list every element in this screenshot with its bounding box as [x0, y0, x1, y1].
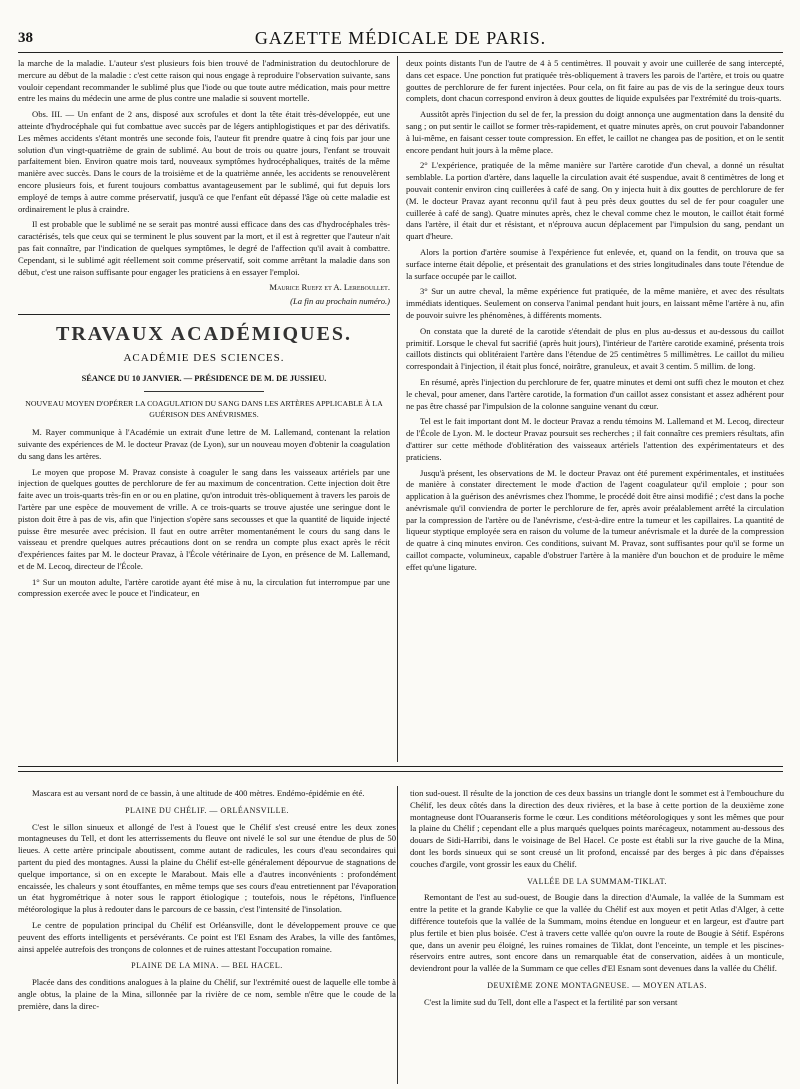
page-header: [18, 22, 783, 53]
subheading: DEUXIÈME ZONE MONTAGNEUSE. — MOYEN ATLAS.: [487, 980, 707, 990]
paragraph: Le moyen que propose M. Pravaz consiste à coaguler le sang dans les vaisseaux artériels par une injection de quelques gouttes de perchlorure de fer au maximum de concentration. Cette injection doit être faite avec un trois-quarts très-fin en or ou en platine, qu'on introduit très-obliquement à travers les parois de l'artère par une espèce de mouvement de vrille. A ce trois-quarts se trouve ajustée une seringue dont le piston doit être à pas de vis, afin que l'injection s'opère sans secousses et que la quantité de liquide injecté puisse être mesurée avec précision. Il faut en outre arrêter momentanément le cours du sang dans le vaisseau et prendre quelques autres précautions dont on se rendra un compte plus exact après le récit d'expériences faites par M. le docteur Pravaz, à l'École vétérinaire de Lyon, en présence de M. Lallemand, et de M. Lecoq, directeur de l'École.: [18, 466, 390, 571]
column-1: [18, 58, 390, 758]
paragraph: Aussitôt après l'injection du sel de fer, la pression du doigt annonça une augmentation dans la densité du sang ; on put sentir le caillot se former très-rapidement, et quatre minutes après, on crut pouvoir l'abandonner à lui-même, en faisant cesser toute compression. En effet, le caillot ne changea pas de position, et on le sentit encore pendant huit jours à la même place.: [406, 109, 784, 155]
page-number: 38: [18, 30, 33, 46]
article-rubric: NOUVEAU MOYEN D'OPÉRER LA COAGULATION DU SANG DANS LES ARTÈRES APPLICABLE À LA GUÉRISON DES ANÉVRISMES.: [25, 398, 383, 420]
column-divider: [397, 56, 398, 762]
paragraph: On constata que la dureté de la carotide s'étendait de plus en plus au-dessus et au-dessous du caillot primitif. Lorsque le cheval fut sacrifié (après huit jours), l'intérieur de l'artère carotide examiné, présenta trois caillots distincts qui oblitéraient l'artère dans l'étendue de 25 centimètres 5 millimètres. Le caillot du milieu correspondait à l'injection, il était plus foncé, noirâtre, granuleux, et avait 3 centim. 5 millim. de long.: [406, 325, 784, 372]
paragraph: Placée dans des conditions analogues à la plaine du Chélif, sur l'extrémité ouest de laquelle elle tombe à angle obtus, la plaine de la Mina, sillonnée par la rivière de ce nom, semble n'être que le coude de la première, dans la direc-: [18, 977, 396, 1011]
feuilleton-rule: [18, 771, 783, 772]
paragraph: C'est la limite sud du Tell, dont elle a l'aspect et la fertilité par son versant: [424, 996, 678, 1007]
running-title: GAZETTE MÉDICALE DE PARIS.: [254, 28, 547, 48]
paragraph: Le centre de population principal du Chélif est Orléansville, dont le développement prouve ce que peuvent des efforts intelligents et persévérants. Ce point est l'El Esnam des Arabes, la ville des fantômes, ainsi appelée autrefois des tronçons de colonnes et de ruines attestant l'occupation romaine.: [18, 919, 396, 954]
column-3: [18, 788, 396, 1083]
paragraph: Tel est le fait important dont M. le docteur Pravaz a rendu témoins M. Lallemand et M. Lecoq, directeur de l'École de Lyon. M. le docteur Pravaz poursuit ses recherches ; il fait connaître ces premiers résultats, afin d'attirer sur cette méthode d'oblitération des vaisseaux artériels l'attention des expérimentateurs et des praticiens.: [406, 416, 784, 462]
paragraph: Jusqu'à présent, les observations de M. le docteur Pravaz ont été purement expérimentales, et instituées de manière à constater directement le mode d'action de l'agent coagulateur qu'il emploie ; pour son application à la guérison des anévrismes chez l'homme, le procédé doit être ainsi modifié ; c'est dans la poche anévrismale qu'il conviendra de porter le perchlorure de fer, après avoir préalablement arrêté la circulation par la compression de l'artère ou de l'anévrisme, c'est-à-dire entre la tumeur et les capillaires. La quantité de liqueur styptique employée sera en raison du volume de la tumeur anévrismale et la durée de la compression de quatre à cinq minutes environ. Ces conditions, suivant M. Pravaz, sont suffisantes pour qu'il se forme un caillot compacte, volumineux, capable d'obstruer l'artère à la manière d'un bouchon et de produire le même effet qu'une ligature.: [406, 467, 784, 572]
column-4: [410, 788, 784, 1083]
author-signature: Maurice Ruefz et A. Lereboullet.: [269, 282, 390, 293]
paragraph: deux points distants l'un de l'autre de 4 à 5 centimètres. Il pouvait y avoir une cuillerée de sang intercepté, dans cet espace. Une ponction fut pratiquée très-obliquement à travers les parois de l'artère, et trois ou quatre gouttes de perchlorure de fer furent injectées. Pour cela, on fit faire au pas de vis de la seringue deux tours complets, dont chacun correspond environ à deux gouttes de liquide expulsées par l'extrémité du trois-quarts.: [406, 58, 784, 104]
section-title: TRAVAUX ACADÉMIQUES.: [56, 322, 352, 345]
paragraph: C'est le sillon sinueux et allongé de l'est à l'ouest que le Chélif s'est creusé entre les deux zones montagneuses du Tell, et dont les atterrissements du fleuve ont nivelé le sol sur une étendue de plus de 50 lieues. A cette artère principale aboutissent, comme autant de radicules, les cours d'eau secondaires qui partent du pied des montagnes. Aussi la plaine du Chélif est-elle généralement dépourvue de stagnations de quelque importance, si on en excepte le Marabout. Mais elle a d'autres inconvénients : profondément encaissée, les chaleurs y sont étouffantes, en même temps que ses cours d'eau entretiennent par l'évaporation un état hygrométrique à noter sous le rapport étiologique ; toutefois, nous le répétons, l'influence météorologique la plus à redouter dans le parcours de ce bassin, c'est l'intensité de l'insolation.: [18, 821, 396, 915]
paragraph: 3° Sur un autre cheval, la même expérience fut pratiquée, de la même manière, et avec des résultats immédiats identiques. Seulement on conserva l'animal pendant huit jours, en laissant même l'artère à nu, afin de pouvoir suivre les phénomènes, à différents moments.: [406, 286, 784, 320]
section-divider: [18, 314, 390, 315]
academy-heading: ACADÉMIE DES SCIENCES.: [123, 351, 285, 364]
paragraph: M. Rayer communique à l'Académie un extrait d'une lettre de M. Lallemand, contenant la relation suivante des expériences de M. le docteur Pravaz (de Lyon), sur un nouveau moyen d'obtenir la coagulation du sang dans les artères.: [18, 427, 390, 461]
paragraph: Remontant de l'est au sud-ouest, de Bougie dans la direction d'Aumale, la vallée de la Summam est entre la petite et la grande Kabylie ce que la vallée du Chélif est aux moyen et petit Atlas d'Alger, à cette différence toutefois que la vallée de la Summam, moins étendue en longueur et en largeur, est d'autre part plus fertile et bien plus boisée. C'est à travers cette vallée qu'on ouvre la route de Bougie à Sétif. Espérons que, dans un avenir peu éloigné, les ruines romaines de Tiklat, dont l'enceinte, un temple et les piscines-réservoirs entre autres, sont encore dans un remarquable état de conservation, aidées à un monticule, deviendront pour la vallée de la Summam ce que celles d'El Esnam sont devenues dans la vallée du Chélif.: [410, 892, 784, 974]
subheading: PLAINE DE LA MINA. — BEL HACEL.: [131, 961, 283, 971]
column-2: [406, 58, 784, 758]
feuilleton-rule: [18, 766, 783, 767]
column-divider: [397, 786, 398, 1084]
paragraph: 1° Sur un mouton adulte, l'artère carotide ayant été mise à nu, la circulation fut interrompue par une compression exercée avec le pouce et l'indicateur, en: [18, 576, 390, 599]
observation-paragraph: Obs. III. — Un enfant de 2 ans, disposé aux scrofules et dont la tête était très-développée, eut une atteinte d'hydrocéphale qui fut combattue avec succès par de légers antiphlogistiques et par des dérivatifs. Les mêmes accidents s'étant montrés une seconde fois, l'auteur fit prendre quatre à cinq fois par jour une solution d'un vingt-quatrième de grain de sublimé. Au bout de trois ou quatre jours, l'enfant se trouvait parfaitement bien. Environ quatre mois tard, nouveaux symptômes hydrocéphaliques, traités de la même manière avec succès. Dans le cours de la troisième et de la quatrième année, les accidents se renouvelèrent encore plusieurs fois, et furent toujours combattus avantageusement par le sublimé, qui fut depuis lors employé de temps à autre comme préservatif, jusqu'à ce que l'enfant eût dépassé l'âge où cette maladie est ordinairement le plus à craindre.: [18, 109, 390, 214]
paragraph: tion sud-ouest. Il résulte de la jonction de ces deux bassins un triangle dont le sommet est à l'embouchure du Chélif, les deux côtés dans la direction des deux rivières, et la base à cette portion de la deuxième zone montagneuse dont l'Ouaranseris forme le cœur. Les conditions météorologiques y sont les mêmes que pour la plaine du Chélif ; cependant elle a plus marqués quelques points marécageux, notamment au-dessous des douars de Sidi-Harribi, dans le voisinage de Bel Hacel. Ce poste est établi sur la rive gauche de la Mina, dont les bords sinueux qui se sont creusé un lit profond, encaissé par des berges à pic dans d'épaisses couches d'argile, vont grossir les eaux du Chélif.: [410, 788, 784, 869]
subheading: PLAINE DU CHÉLIF. — ORLÉANSVILLE.: [125, 805, 289, 815]
paragraph: 2° L'expérience, pratiquée de la même manière sur l'artère carotide d'un cheval, a donné un résultat semblable. La portion d'artère, dans laquelle la circulation avait été suspendue, avait 8 centimètres de long et pouvait contenir environ cinq cuillerées à café de sang. On y injecta huit à dix gouttes de perchlorure de fer (M. le docteur Pravaz ayant reconnu qu'il faut à peu près deux gouttes du sel de fer pour coaguler une cuillerée à café de sang). Quatre minutes après, chez le cheval comme chez le mouton, le caillot était formé dans l'artère, il était dur et résistant, et n'éprouva aucun déplacement par l'impulsion du sang, pendant un quart d'heure.: [406, 160, 784, 242]
short-rule: [144, 391, 264, 392]
paragraph: Alors la portion d'artère soumise à l'expérience fut enlevée, et, quand on la fendit, on trouva que sa surface interne était dépolie, et présentait des granulations et des stries longitudinales dans toute l'étendue de la surface occupée par le caillot.: [406, 246, 784, 281]
paragraph: Il est probable que le sublimé ne se serait pas montré aussi efficace dans des cas d'hydrocéphales très-caractérisés, tels que ceux qui se terminent le plus souvent par la mort, et il est à regretter que l'auteur n'ait pas fait connaître, par l'indication de quelques symptômes, le degré de l'affection qu'il avait à combattre. Cependant, si le sublimé agit réellement soit comme préservatif, soit comme arrêtant la maladie dans son début, c'est une raison suffisante pour engager les praticiens à en essayer l'emploi.: [18, 219, 390, 277]
continued-note: (La fin au prochain numéro.): [290, 296, 390, 307]
subheading: VALLÉE DE LA SUMMAM-TIKLAT.: [527, 876, 667, 886]
paragraph: En résumé, après l'injection du perchlorure de fer, quatre minutes et demi ont suffi chez le mouton et chez le cheval, pour amener, dans l'artère carotide, la formation d'un caillot assez consistant et assez adhérent pour ne pas être chassé par l'impulsion de la colonne sanguine venant du cœur.: [406, 376, 784, 411]
session-heading: SÉANCE DU 10 JANVIER. — PRÉSIDENCE DE M. DE JUSSIEU.: [81, 373, 327, 383]
paragraph: Mascara est au versant nord de ce bassin, à une altitude de 400 mètres. Endémo-épidémie en été.: [32, 788, 365, 798]
paragraph: la marche de la maladie. L'auteur s'est plusieurs fois bien trouvé de l'administration du deutochlorure de mercure au début de la maladie : c'est cette raison qui nous engage à reproduire l'observation suivante, sans vouloir cependant recommander le sublimé plus que l'iode ou que toute autre médication, mais pour mettre entre les mains du médecin une arme de plus contre une maladie si souvent mortelle.: [18, 58, 390, 104]
